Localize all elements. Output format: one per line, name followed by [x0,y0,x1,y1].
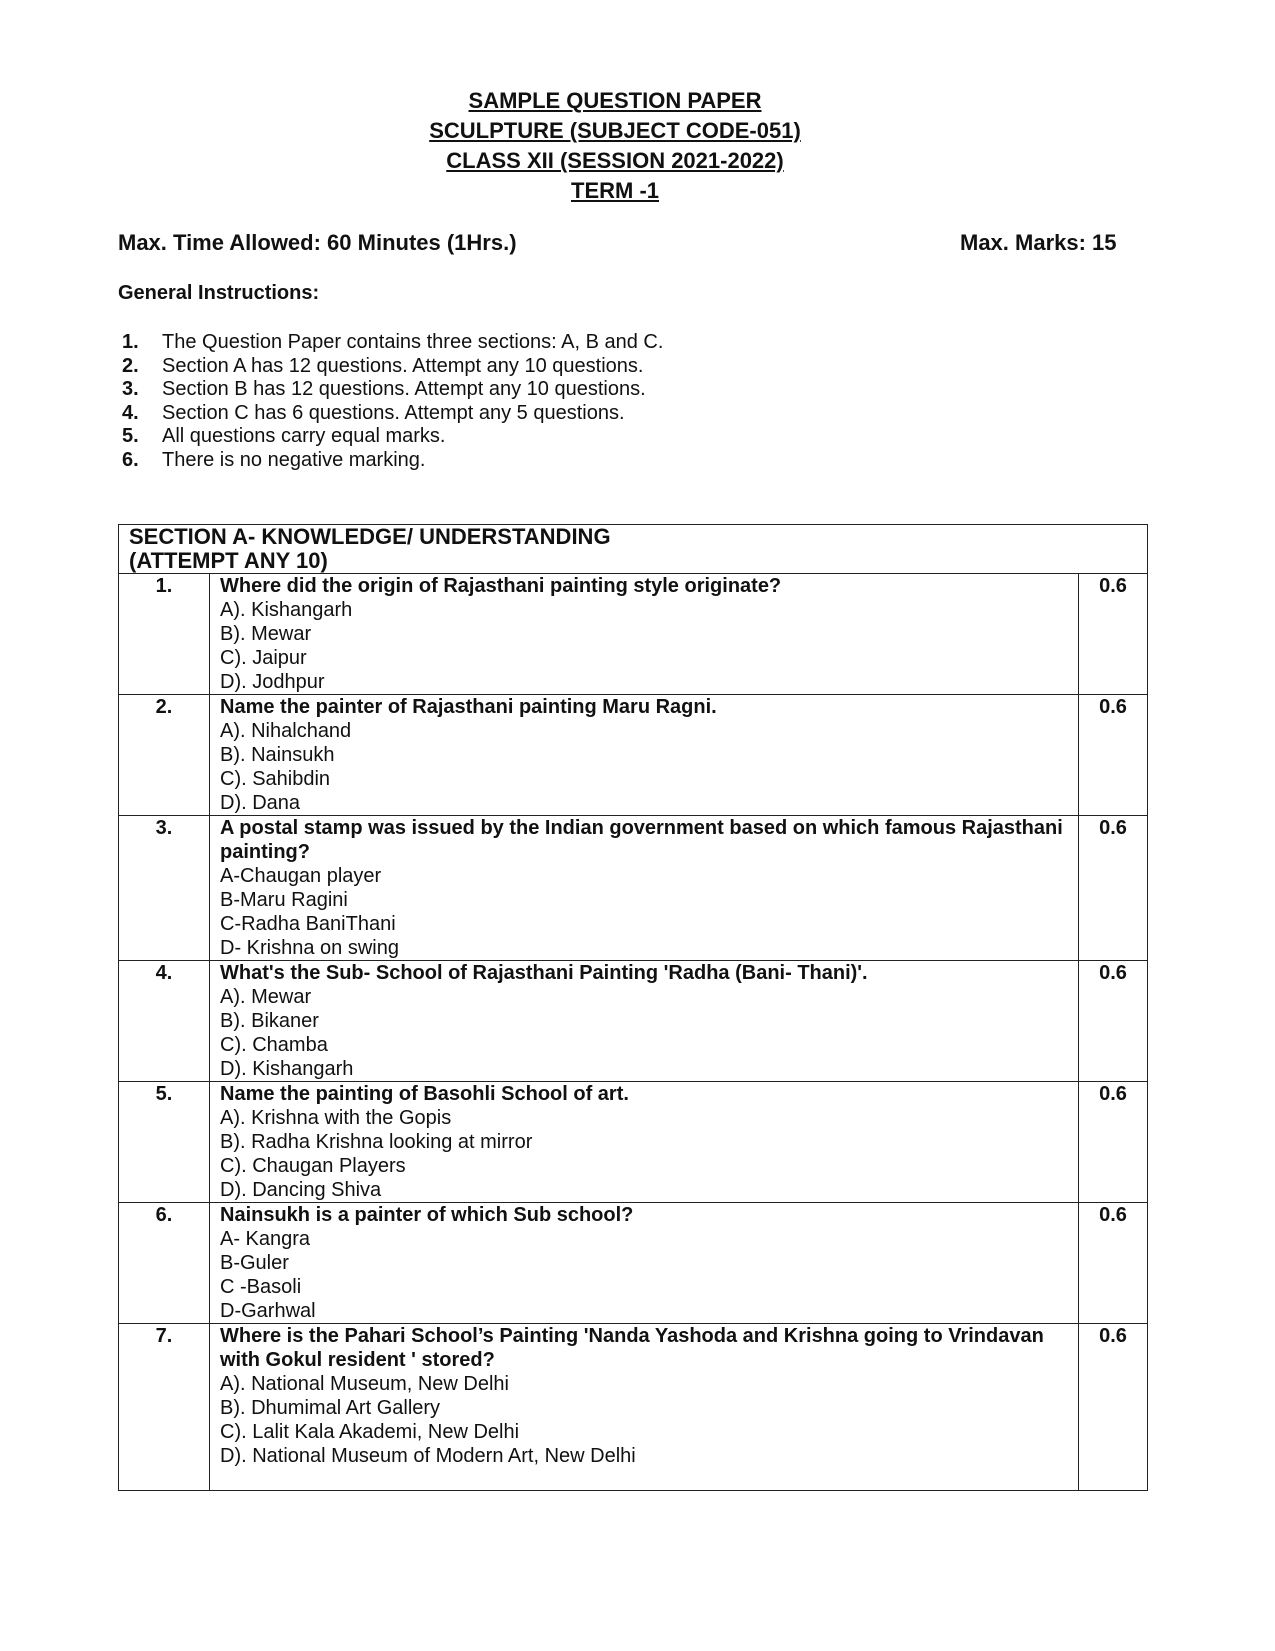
instruction-text: Section A has 12 questions. Attempt any 10 questions. [162,354,644,377]
question-cell [210,695,1079,816]
question-cell [210,961,1079,1082]
paper-header [0,86,1230,206]
section-header-row [119,525,1148,574]
question-marks: 0.6 [1079,1324,1148,1491]
question-cell [210,574,1079,695]
question-text: Name the painter of Rajasthani painting Maru Ragni. [220,696,717,718]
question-cell [210,1082,1079,1203]
instruction-number: 5. [122,425,139,448]
answer-option: D). Dana [220,792,301,814]
answer-option: C). Lalit Kala Akademi, New Delhi [220,1421,520,1443]
question-text: Where did the origin of Rajasthani painting style originate? [220,575,782,597]
question-row [119,695,1148,816]
answer-option: B). Nainsukh [220,744,335,766]
instructions-list [122,331,663,473]
answer-option: B). Mewar [220,623,312,645]
question-number: 1. [119,574,210,695]
question-number: 6. [119,1203,210,1324]
question-number: 5. [119,1082,210,1203]
instruction-item [122,402,663,426]
section-a-title [119,525,1148,574]
answer-option: D). Jodhpur [220,671,325,693]
answer-option: A). Krishna with the Gopis [220,1107,452,1129]
section-title-line1: SECTION A- KNOWLEDGE/ UNDERSTANDING [129,524,611,549]
answer-option: C-Radha BaniThani [220,913,396,935]
question-marks: 0.6 [1079,1082,1148,1203]
answer-option: B-Maru Ragini [220,889,348,911]
question-row [119,961,1148,1082]
question-number: 4. [119,961,210,1082]
answer-option: A). Kishangarh [220,599,353,621]
question-row [119,574,1148,695]
instruction-item [122,331,663,355]
question-marks: 0.6 [1079,816,1148,961]
question-row [119,1082,1148,1203]
question-marks: 0.6 [1079,574,1148,695]
question-cell [210,816,1079,961]
question-marks: 0.6 [1079,1203,1148,1324]
instruction-text: All questions carry equal marks. [162,425,446,448]
answer-option: B). Radha Krishna looking at mirror [220,1131,533,1153]
answer-option: C). Chaugan Players [220,1155,406,1177]
question-text: Name the painting of Basohli School of art. [220,1083,629,1105]
question-number: 2. [119,695,210,816]
max-time: Max. Time Allowed: 60 Minutes (1Hrs.) [118,230,517,255]
instruction-item [122,425,663,449]
header-title: SAMPLE QUESTION PAPER [468,88,762,113]
answer-option: B). Dhumimal Art Gallery [220,1397,441,1419]
section-title-line2: (ATTEMPT ANY 10) [129,548,328,573]
question-number: 3. [119,816,210,961]
answer-option: A). Nihalchand [220,720,352,742]
instruction-number: 3. [122,378,139,401]
instruction-item [122,355,663,379]
instruction-item [122,449,663,473]
question-cell [210,1324,1079,1491]
question-text: What's the Sub- School of Rajasthani Painting 'Radha (Bani- Thani)'. [220,962,868,984]
max-marks: Max. Marks: 15 [960,230,1117,255]
general-instructions-title: General Instructions: [118,282,320,304]
instruction-number: 6. [122,448,139,471]
answer-option: A-Chaugan player [220,865,382,887]
question-row [119,1324,1148,1491]
instruction-text: There is no negative marking. [162,448,426,471]
instruction-text: Section C has 6 questions. Attempt any 5 questions. [162,401,625,424]
answer-option: C). Chamba [220,1034,328,1056]
answer-option: D). Dancing Shiva [220,1179,382,1201]
question-marks: 0.6 [1079,961,1148,1082]
answer-option: A- Kangra [220,1228,311,1250]
instruction-number: 4. [122,401,139,424]
instruction-text: Section B has 12 questions. Attempt any 10 questions. [162,378,646,401]
question-row [119,816,1148,961]
answer-option: C -Basoli [220,1276,302,1298]
section-a-table [118,524,1148,1491]
question-marks: 0.6 [1079,695,1148,816]
answer-option: A). Mewar [220,986,312,1008]
question-text: A postal stamp was issued by the Indian government based on which famous Rajasthani painting? [220,817,1063,863]
question-text: Nainsukh is a painter of which Sub school? [220,1204,634,1226]
answer-option: D). Kishangarh [220,1058,354,1080]
instruction-number: 2. [122,354,139,377]
questions-body [119,574,1148,1491]
header-subject: SCULPTURE (SUBJECT CODE-051) [429,118,801,143]
answer-option: D-Garhwal [220,1300,316,1322]
answer-option: C). Sahibdin [220,768,331,790]
instruction-text: The Question Paper contains three sections: A, B and C. [162,331,664,353]
question-row [119,1203,1148,1324]
answer-option: B-Guler [220,1252,289,1274]
answer-option: C). Jaipur [220,647,307,669]
question-text: Where is the Pahari School’s Painting 'Nanda Yashoda and Krishna going to Vrindavan with Gokul resident ' stored? [220,1325,1044,1371]
answer-option: B). Bikaner [220,1010,319,1032]
answer-option: D- Krishna on swing [220,937,399,959]
instruction-item [122,378,663,402]
header-class: CLASS XII (SESSION 2021-2022) [446,148,784,173]
answer-option: A). National Museum, New Delhi [220,1373,509,1395]
answer-option: D). National Museum of Modern Art, New Delhi [220,1445,636,1467]
instruction-number: 1. [122,331,139,353]
question-cell [210,1203,1079,1324]
header-term: TERM -1 [571,178,659,203]
question-number: 7. [119,1324,210,1491]
